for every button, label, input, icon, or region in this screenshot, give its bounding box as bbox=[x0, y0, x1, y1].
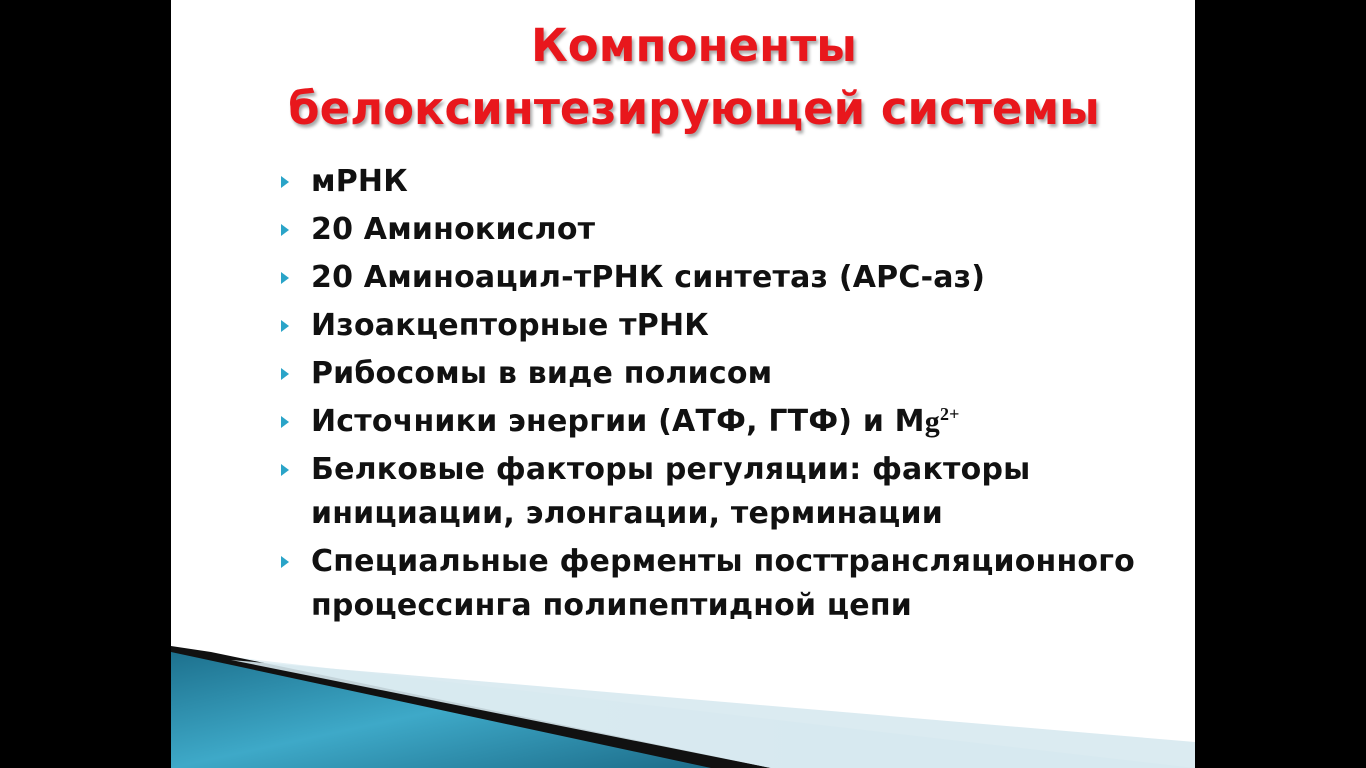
bullet-list bbox=[281, 160, 1181, 632]
bullet-arrow-icon bbox=[281, 368, 289, 380]
energy-text: Источники энергии (АТФ, ГТФ) и M bbox=[311, 404, 925, 439]
magnesium-g: g bbox=[924, 405, 940, 438]
list-item bbox=[281, 352, 1181, 396]
bullet-arrow-icon bbox=[281, 272, 289, 284]
list-item bbox=[281, 304, 1181, 348]
bullet-arrow-icon bbox=[281, 176, 289, 188]
bullet-arrow-icon bbox=[281, 320, 289, 332]
bullet-arrow-icon bbox=[281, 224, 289, 236]
list-item bbox=[281, 208, 1181, 252]
list-item-text: мРНК bbox=[311, 164, 408, 199]
list-item-text: Специальные ферменты посттрансляционного процессинга полипептидной цепи bbox=[311, 544, 1135, 623]
list-item-text: 20 Аминокислот bbox=[311, 212, 596, 247]
list-item bbox=[281, 540, 1181, 628]
title-line-2: белоксинтезирующей системы bbox=[288, 82, 1100, 135]
magnesium-symbol bbox=[925, 405, 960, 438]
list-item-text: Белковые факторы регуляции: факторы инициации, элонгации, терминации bbox=[311, 452, 1031, 531]
slide-title bbox=[171, 14, 1195, 140]
list-item-text: 20 Аминоацил-тРНК синтетаз (АРС-аз) bbox=[311, 260, 986, 295]
list-item-text: Рибосомы в виде полисом bbox=[311, 356, 773, 391]
list-item-text: Изоакцепторные тРНК bbox=[311, 308, 709, 343]
list-item bbox=[281, 160, 1181, 204]
presentation-slide bbox=[171, 0, 1195, 768]
magnesium-charge: 2+ bbox=[939, 404, 960, 424]
list-item bbox=[281, 448, 1181, 536]
list-item-energy bbox=[281, 400, 1181, 444]
bullet-arrow-icon bbox=[281, 464, 289, 476]
title-line-1: Компоненты bbox=[531, 19, 857, 72]
list-item bbox=[281, 256, 1181, 300]
bullet-arrow-icon bbox=[281, 416, 289, 428]
bullet-arrow-icon bbox=[281, 556, 289, 568]
